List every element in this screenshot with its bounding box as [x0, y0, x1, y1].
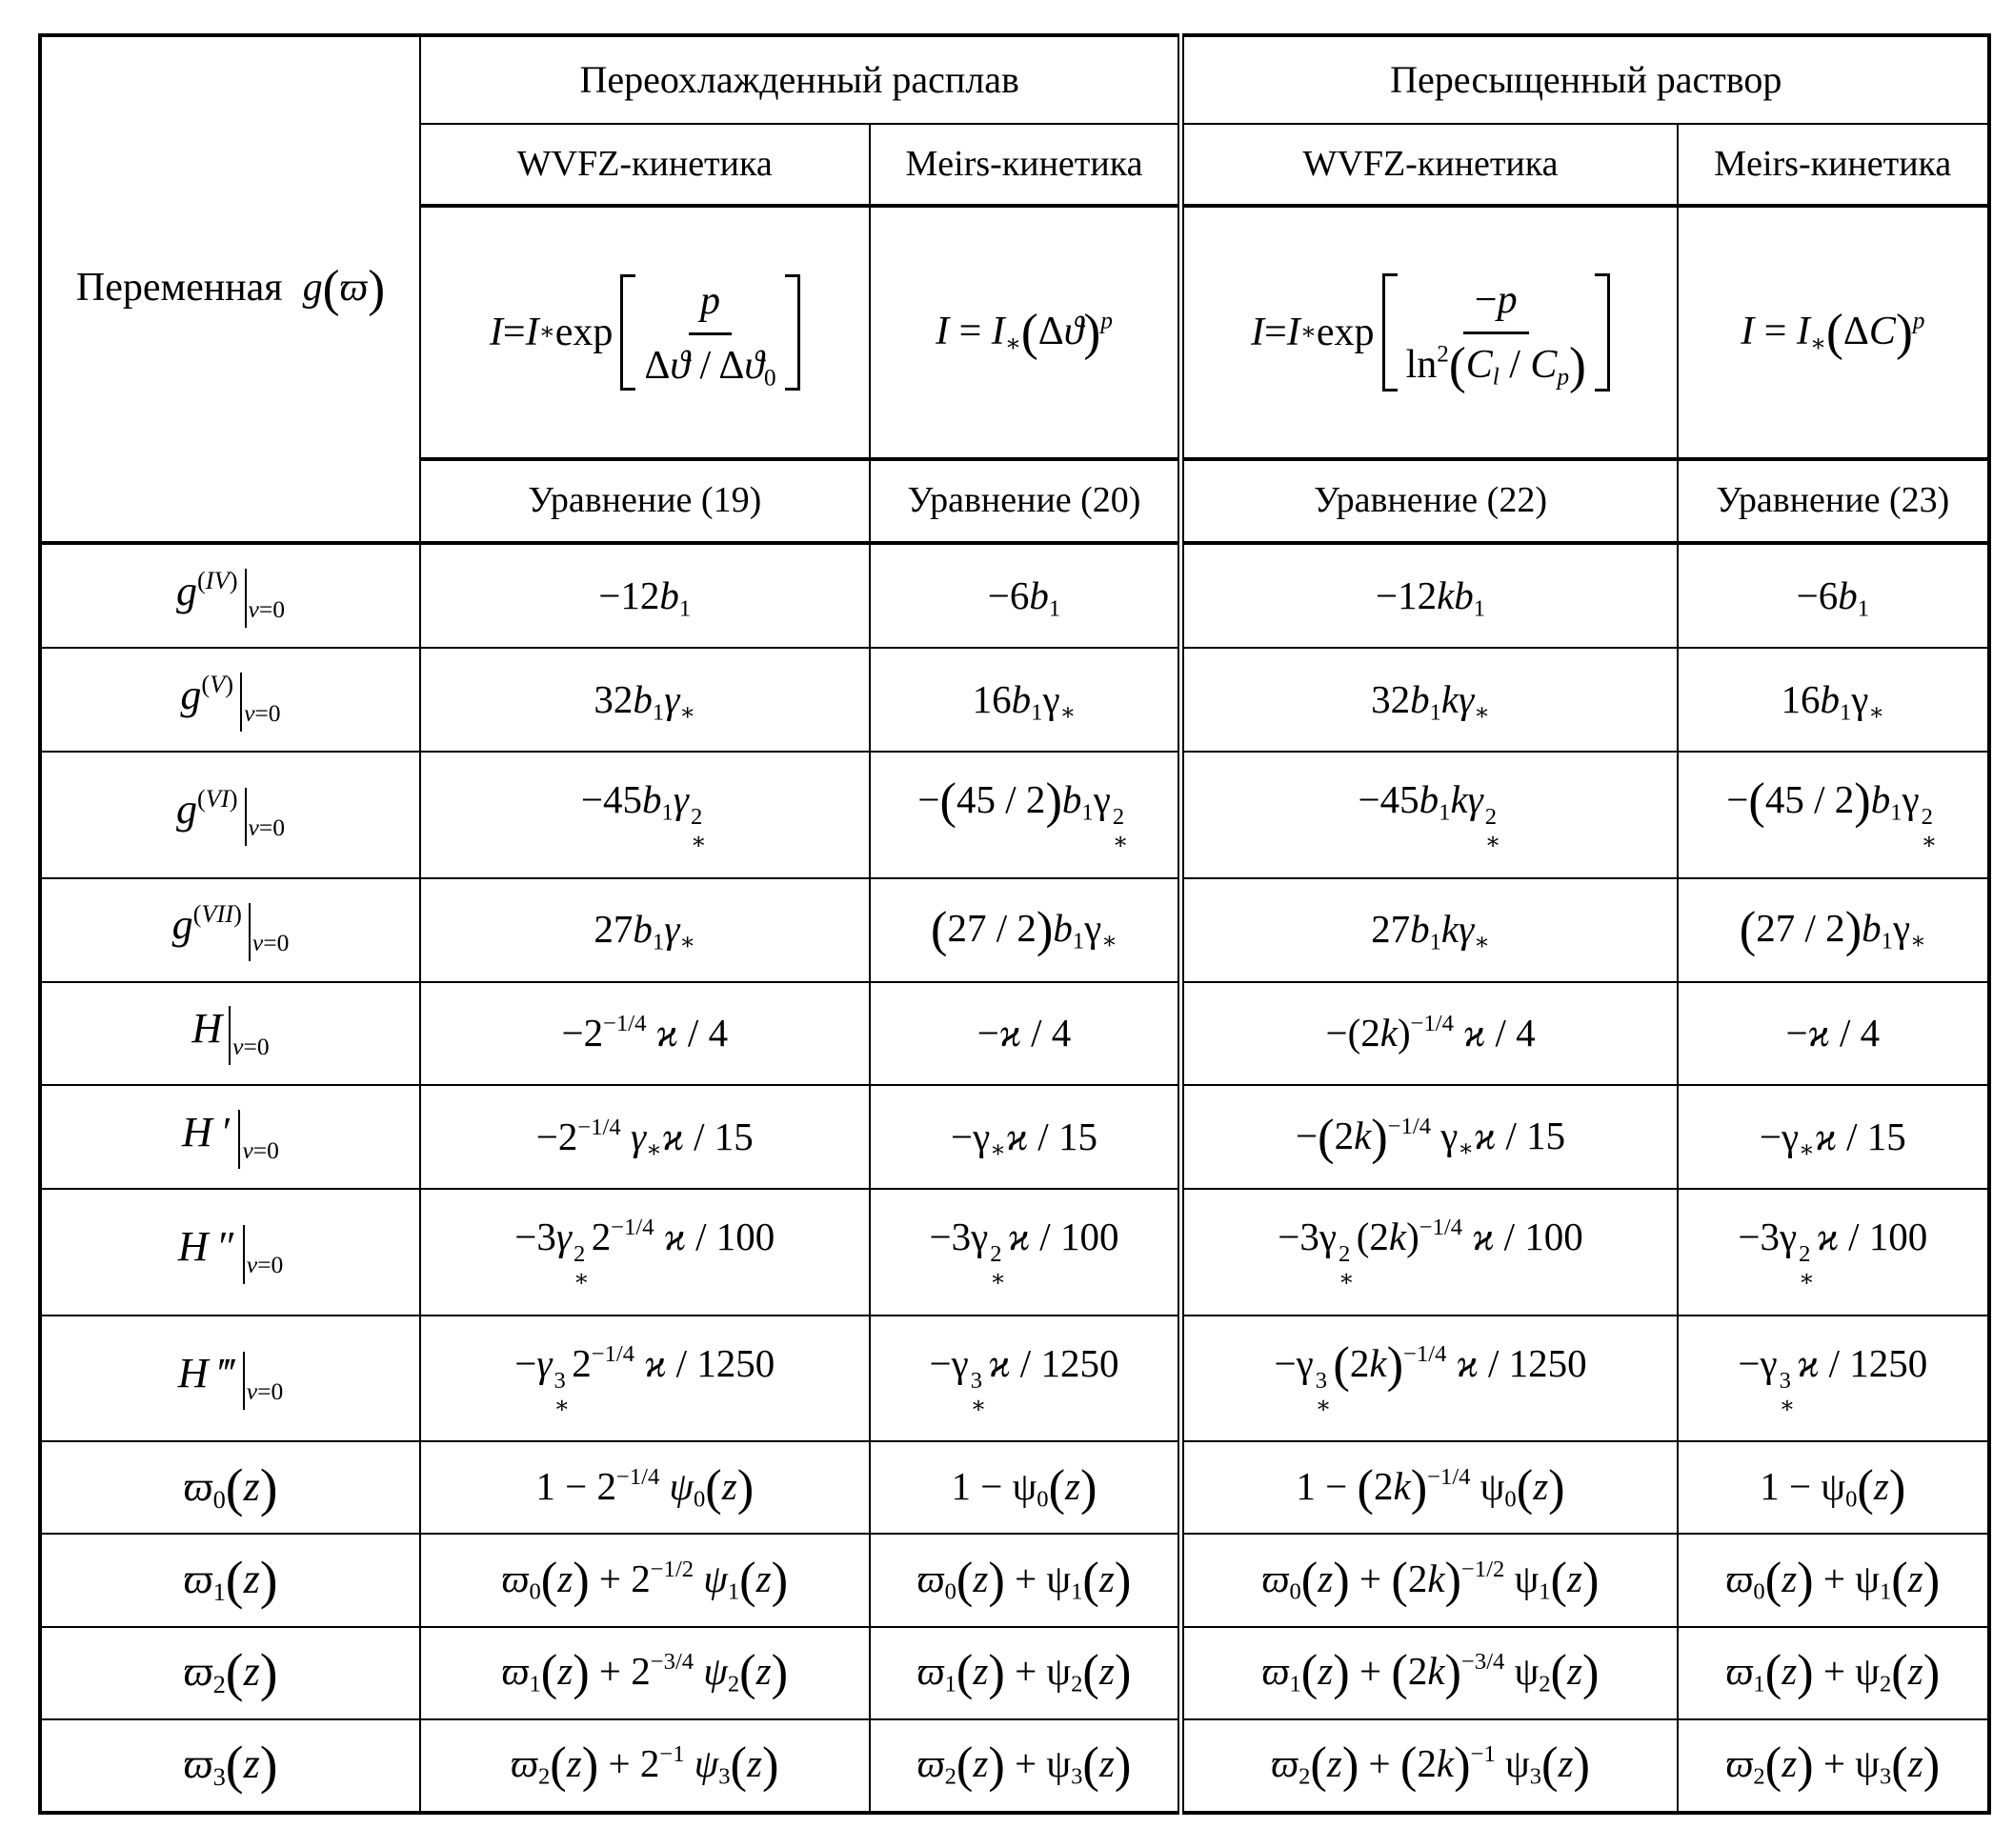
value-cell: $16b_1\gamma_∗$: [1678, 648, 1989, 752]
rate-formula-melt-wvfz: I = I ∗ exp $\frac{p}{\Delta ϑ / \Delta ϑ_0}$: [420, 206, 870, 459]
value-cell: $32b_1\gamma_∗$: [420, 648, 870, 752]
corner-cell: Переменная g(ϖ): [40, 35, 420, 543]
value-cell: $32b_1k\gamma_∗$: [1181, 648, 1678, 752]
table-row: [40, 982, 1989, 1086]
value-cell: −3γ 2 ∗ ϰ / 100: [1678, 1189, 1989, 1316]
value-cell: $-2^{-1/4}$ ϰ / 4: [420, 982, 870, 1086]
value-cell: $ϖ_2(z) + \psi_3(z)$: [870, 1719, 1181, 1813]
kinetics-header-melt-wvfz: WVFZ-кинетика: [420, 124, 870, 206]
value-cell: $ϖ_0(z) + \psi_1(z)$: [870, 1534, 1181, 1626]
value-cell: $27b_1k\gamma_∗$: [1181, 878, 1678, 982]
value-cell: $-2^{-1/4}$ $\gamma_∗ϰ / 15$: [420, 1085, 870, 1189]
table-row: [40, 1441, 1989, 1534]
value-cell: $ϖ_2(z) + \psi_3(z)$: [1678, 1719, 1989, 1813]
equation-ref-19: Уравнение (19): [420, 459, 870, 543]
value-cell: $-(2k)^{-1/4}$ $\gamma_∗ϰ / 15$: [1181, 1085, 1678, 1189]
value-cell: −3γ 2 ∗ ϰ / 100: [870, 1189, 1181, 1316]
row-label-cell: H ‴ $_{\nu=0}$: [40, 1316, 420, 1442]
value-cell: $ϖ_0(z) + 2^{-1/2}$ $\psi_1(z)$: [420, 1534, 870, 1626]
value-cell: $1 - 2^{-1/4}$ $\psi_0(z)$: [420, 1441, 870, 1534]
row-label-cell: H ″ $_{\nu=0}$: [40, 1189, 420, 1316]
table-row: [40, 1627, 1989, 1719]
rate-formula-solution-meirs: $I = I_∗(\Delta C)^p$: [1678, 206, 1989, 459]
kinetics-header-melt-meirs: Meirs-кинетика: [870, 124, 1181, 206]
value-cell: $(27 / 2)b_1\gamma_∗$: [1678, 878, 1989, 982]
kinetics-table: [38, 33, 1991, 1815]
row-label-cell: $ϖ_1(z)$: [40, 1534, 420, 1626]
table-body: [40, 35, 1989, 1813]
value-cell: −γ 3 ∗ $2^{-1/4}$ ϰ / 1250: [420, 1316, 870, 1442]
value-cell: $(27 / 2)b_1\gamma_∗$: [870, 878, 1181, 982]
value-cell: $ϖ_0(z) + (2k)^{-1/2}$ $\psi_1(z)$: [1181, 1534, 1678, 1626]
row-label-cell: H $_{\nu=0}$: [40, 982, 420, 1086]
value-cell: −γ 3 ∗ $(2k)^{-1/4}$ ϰ / 1250: [1181, 1316, 1678, 1442]
table-row: [40, 1719, 1989, 1813]
value-cell: $ϖ_1(z) + \psi_2(z)$: [1678, 1627, 1989, 1719]
table-row: [40, 543, 1989, 648]
value-cell: $-\gamma_∗ϰ / 15$: [870, 1085, 1181, 1189]
value-cell: $-\gamma_∗ϰ / 15$: [1678, 1085, 1989, 1189]
row-label-cell: $ϖ_0(z)$: [40, 1441, 420, 1534]
row-label-cell: $g^{(VII)}_{\nu=0}$: [40, 878, 420, 982]
row-label-cell: H ′ $_{\nu=0}$: [40, 1085, 420, 1189]
group-header-row: [40, 35, 1989, 124]
group-header-solution: Пересыщенный раствор: [1181, 35, 1989, 124]
table-row: [40, 878, 1989, 982]
kinetics-header-solution-meirs: Meirs-кинетика: [1678, 124, 1989, 206]
table-row: [40, 1316, 1989, 1442]
row-label-cell: $ϖ_3(z)$: [40, 1719, 420, 1813]
value-cell: $ϖ_1(z) + \psi_2(z)$: [870, 1627, 1181, 1719]
value-cell: −3γ 2 ∗ $2^{-1/4}$ ϰ / 100: [420, 1189, 870, 1316]
value-cell: $-12kb_1$: [1181, 543, 1678, 648]
value-cell: $-45b_1k\gamma$ 2 ∗: [1181, 752, 1678, 878]
table-row: [40, 752, 1989, 878]
value-cell: $ϖ_1(z) + 2^{-3/4}$ $\psi_2(z)$: [420, 1627, 870, 1719]
table-row: [40, 1085, 1989, 1189]
value-cell: −ϰ / 4: [1678, 982, 1989, 1086]
equation-ref-23: Уравнение (23): [1678, 459, 1989, 543]
table-row: [40, 1534, 1989, 1626]
value-cell: $27b_1\gamma_∗$: [420, 878, 870, 982]
equation-ref-22: Уравнение (22): [1181, 459, 1678, 543]
group-header-melt: Переохлажденный расплав: [420, 35, 1181, 124]
equation-ref-20: Уравнение (20): [870, 459, 1181, 543]
row-label-cell: $ϖ_2(z)$: [40, 1627, 420, 1719]
value-cell: $-6b_1$: [870, 543, 1181, 648]
value-cell: $ϖ_2(z) + 2^{-1}$ $\psi_3(z)$: [420, 1719, 870, 1813]
row-label-cell: $g^{(VI)}_{\nu=0}$: [40, 752, 420, 878]
table-row: [40, 1189, 1989, 1316]
value-cell: $1 - \psi_0(z)$: [870, 1441, 1181, 1534]
value-cell: $-6b_1$: [1678, 543, 1989, 648]
value-cell: $-(45 / 2)b_1\gamma$ 2 ∗: [1678, 752, 1989, 878]
row-label-cell: $g^{(V)}_{\nu=0}$: [40, 648, 420, 752]
value-cell: $-45b_1\gamma$ 2 ∗: [420, 752, 870, 878]
value-cell: $-12b_1$: [420, 543, 870, 648]
kinetics-header-solution-wvfz: WVFZ-кинетика: [1181, 124, 1678, 206]
value-cell: −ϰ / 4: [870, 982, 1181, 1086]
table-row: [40, 648, 1989, 752]
value-cell: −γ 3 ∗ ϰ / 1250: [870, 1316, 1181, 1442]
rate-formula-solution-wvfz: I = I ∗ exp $\frac{-p}{\ln^2(C_l / C_p)}$: [1181, 206, 1678, 459]
value-cell: −3γ 2 ∗ $(2k)^{-1/4}$ ϰ / 100: [1181, 1189, 1678, 1316]
value-cell: $16b_1\gamma_∗$: [870, 648, 1181, 752]
value-cell: $-(2k)^{-1/4}$ ϰ / 4: [1181, 982, 1678, 1086]
value-cell: $ϖ_2(z) + (2k)^{-1}$ $\psi_3(z)$: [1181, 1719, 1678, 1813]
value-cell: $1 - (2k)^{-1/4}$ $\psi_0(z)$: [1181, 1441, 1678, 1534]
value-cell: $-(45 / 2)b_1\gamma$ 2 ∗: [870, 752, 1181, 878]
row-label-cell: $g^{(IV)}_{\nu=0}$: [40, 543, 420, 648]
value-cell: $ϖ_1(z) + (2k)^{-3/4}$ $\psi_2(z)$: [1181, 1627, 1678, 1719]
rate-formula-melt-meirs: $I = I_∗(\Delta ϑ)^p$: [870, 206, 1181, 459]
value-cell: $ϖ_0(z) + \psi_1(z)$: [1678, 1534, 1989, 1626]
value-cell: $1 - \psi_0(z)$: [1678, 1441, 1989, 1534]
value-cell: −γ 3 ∗ ϰ / 1250: [1678, 1316, 1989, 1442]
